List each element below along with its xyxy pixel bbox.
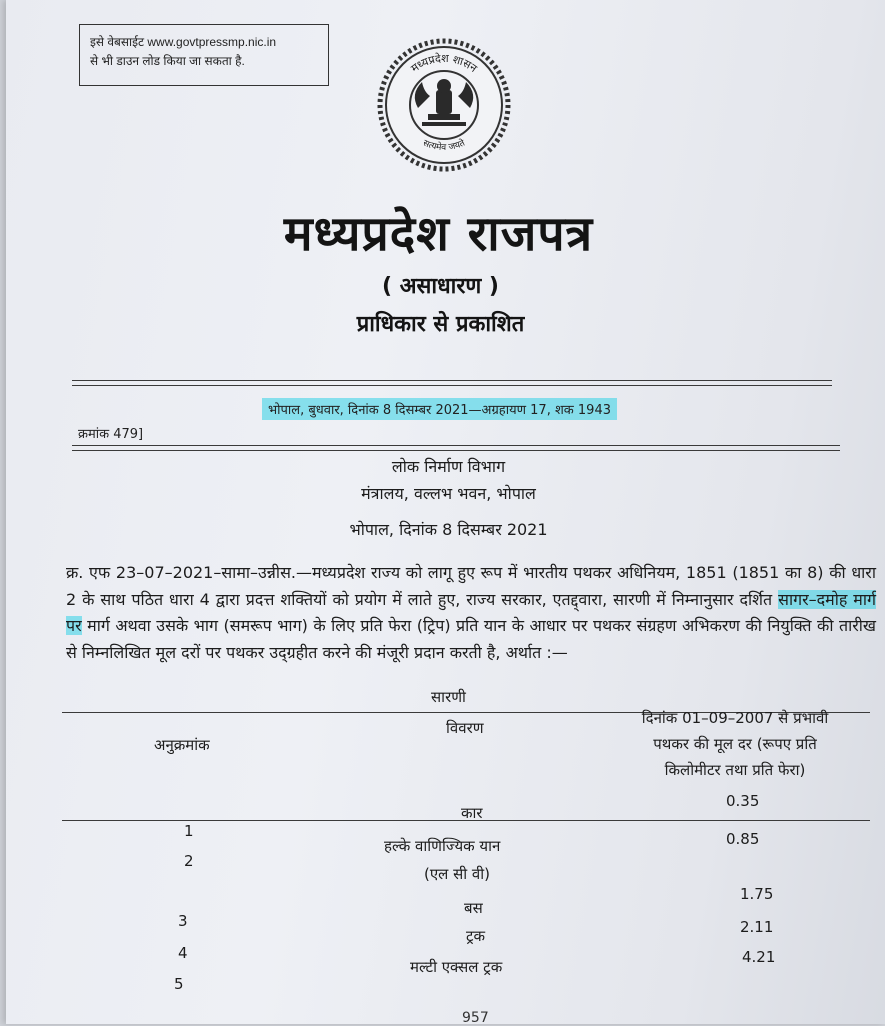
header-rate-line-2: पथकर की मूल दर (रूपए प्रति bbox=[653, 735, 817, 753]
row-2-description-2: (एल सी वी) bbox=[424, 865, 490, 883]
row-2-description: हल्के वाणिज्यिक यान bbox=[384, 837, 501, 855]
notification-paragraph bbox=[66, 560, 876, 666]
header-serial: अनुक्रमांक bbox=[154, 736, 210, 754]
para-text-start: क्र. एफ 23–07–2021–सामा–उन्नीस.—मध्यप्रदेश राज्य को लागू हुए रूप में भारतीय पथकर अधिनियम, 1851 (1851 का 8) की धारा 2 के साथ पठित धारा 4 द्वारा प्रदत्त शक्तियों को प्रयोग में लाते हुए, राज्य सरकार, एतद्द्वारा, सारणी में निम्नानुसार दर्शित bbox=[66, 563, 876, 609]
para-text-end: मार्ग अथवा उसके भाग (समरूप भाग) के लिए प्रति फेरा (ट्रिप) प्रति यान के आधार पर पथकर संग्रहण अभिकरण की नियुक्ति की तारीख से निम्नलिखित मूल दरों पर पथकर उद्ग्रहीत करने की मंजूरी प्रदान करती है, अर्थात :— bbox=[66, 616, 876, 662]
row-2-serial: 2 bbox=[184, 852, 194, 870]
notification-dateline: भोपाल, दिनांक 8 दिसम्बर 2021 bbox=[349, 520, 548, 539]
svg-text:सत्यमेव जयते: सत्यमेव जयते bbox=[421, 138, 467, 154]
gazette-title: मध्यप्रदेश राजपत्र bbox=[283, 206, 594, 262]
row-3-serial: 3 bbox=[178, 912, 188, 930]
header-description: विवरण bbox=[446, 719, 484, 737]
header-rate-line-1: दिनांक 01–09–2007 से प्रभावी bbox=[641, 709, 829, 727]
authority-line: प्राधिकार से प्रकाशित bbox=[356, 312, 525, 337]
highlighted-road-name: सागर–दमोह मार्ग पर bbox=[66, 589, 877, 635]
issue-date: भोपाल, बुधवार, दिनांक 8 दिसम्बर 2021—अग्रहायण 17, शक 1943 bbox=[262, 398, 617, 420]
row-1-description: कार bbox=[461, 804, 483, 822]
page-number: 957 bbox=[462, 1010, 489, 1026]
masthead-rule-bottom bbox=[72, 445, 840, 446]
issue-number: क्रमांक 479] bbox=[78, 427, 144, 442]
row-4-serial: 4 bbox=[178, 944, 188, 962]
header-rate bbox=[606, 705, 864, 783]
masthead-rule-bottom-2 bbox=[72, 450, 840, 451]
masthead-rule-top-2 bbox=[72, 385, 832, 386]
table-title: सारणी bbox=[431, 688, 466, 706]
gazette-subtitle: ( असाधारण ) bbox=[382, 274, 499, 299]
row-5-rate: 4.21 bbox=[742, 948, 776, 966]
state-emblem-icon bbox=[366, 38, 522, 172]
row-5-description: मल्टी एक्सल ट्रक bbox=[410, 958, 503, 976]
office-address: मंत्रालय, वल्लभ भवन, भोपाल bbox=[361, 484, 536, 503]
header-rate-line-3: किलोमीटर तथा प्रति फेरा) bbox=[664, 761, 806, 779]
row-4-description: ट्रक bbox=[466, 927, 486, 945]
row-3-description: बस bbox=[464, 899, 483, 917]
download-notice-box bbox=[79, 24, 329, 86]
gazette-page bbox=[6, 0, 885, 1024]
masthead-rule-top bbox=[72, 380, 832, 381]
svg-text:मध्यप्रदेश शासन: मध्यप्रदेश शासन bbox=[408, 51, 480, 76]
row-1-rate: 0.35 bbox=[726, 792, 760, 810]
row-1-serial: 1 bbox=[184, 822, 194, 840]
row-2-rate: 0.85 bbox=[726, 830, 760, 848]
notice-line-2: से भी डाउन लोड किया जा सकता है. bbox=[90, 54, 245, 68]
row-3-rate: 1.75 bbox=[740, 885, 774, 903]
notice-line-1: इसे वेबसाईट www.govtpressmp.nic.in bbox=[90, 35, 277, 49]
row-5-serial: 5 bbox=[174, 975, 184, 993]
department-name: लोक निर्माण विभाग bbox=[391, 457, 506, 476]
row-4-rate: 2.11 bbox=[740, 918, 774, 936]
